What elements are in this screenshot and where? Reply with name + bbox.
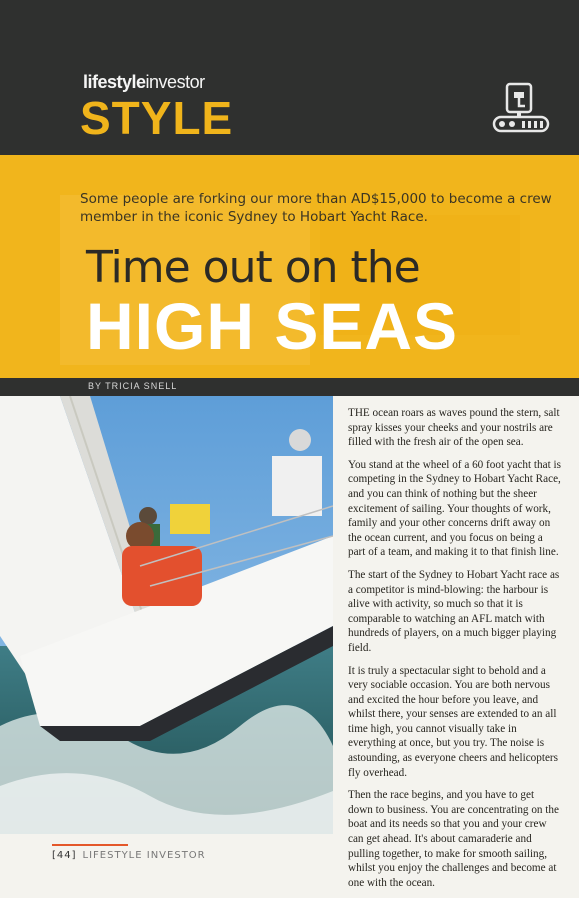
page-folio	[52, 850, 206, 861]
article-paragraph: The start of the Sydney to Hobart Yacht race as a competitor is mind-blowing: the harbour is alive with activity, so much so that it is comparable to watching an AFL match with hundreds of players, on a much bigger playing field.	[348, 568, 560, 654]
headline-line-1: Time out on the	[86, 242, 420, 293]
byline: BY TRICIA SNELL	[88, 381, 178, 391]
footer-rule	[52, 844, 128, 846]
article-paragraph: Then the race begins, and you have to get down to business. You are concentrating on the boat and its needs so that you and your crew can get ahead. It's about camaraderie and pulling together, to make for smooth sailing, whilst you enjoy the challenges and become at one with the ocean.	[348, 789, 559, 889]
article-body	[348, 406, 561, 898]
headline-line-2: HIGH SEAS	[86, 289, 459, 363]
page-number: [44]	[52, 850, 77, 861]
brand-bold: lifestyle	[83, 72, 146, 92]
article-paragraph: You stand at the wheel of a 60 foot yacht that is competing in the Sydney to Hobart Yacht Race, and you can think of nothing but the sheer excitement of sailing. Your thoughts of work, family and your other concerns drift away on the ocean current, and you focus on being a part of a team, and making it to that finish line.	[348, 458, 561, 559]
article-deck: Some people are forking our more than AD$15,000 to become a crew member in the iconic Sydney to Hobart Yacht Race.	[80, 191, 552, 225]
section-title: STYLE	[80, 92, 234, 144]
article-paragraph: It is truly a spectacular sight to behold and a very sociable occasion. You are both nervous and excited the hour before you leave, and whilst there, your senses are extended to an all time high, you cannot visually take in everything at once, but you try. The noise is astounding, as everyone cheers and helicopters fly overhead.	[348, 664, 559, 779]
publication-logo	[83, 72, 205, 93]
robot-tank-icon	[490, 82, 552, 140]
brand-regular: investor	[145, 72, 205, 92]
byline-bar	[0, 378, 579, 396]
footer-publication: LIFESTYLE INVESTOR	[82, 850, 206, 861]
article-paragraph: THE ocean roars as waves pound the stern, salt spray kisses your cheeks and your nostrils are filled with the fresh air of the open sea.	[348, 407, 560, 449]
masthead	[0, 0, 579, 155]
sailing-yacht-crew-photo	[0, 396, 333, 834]
